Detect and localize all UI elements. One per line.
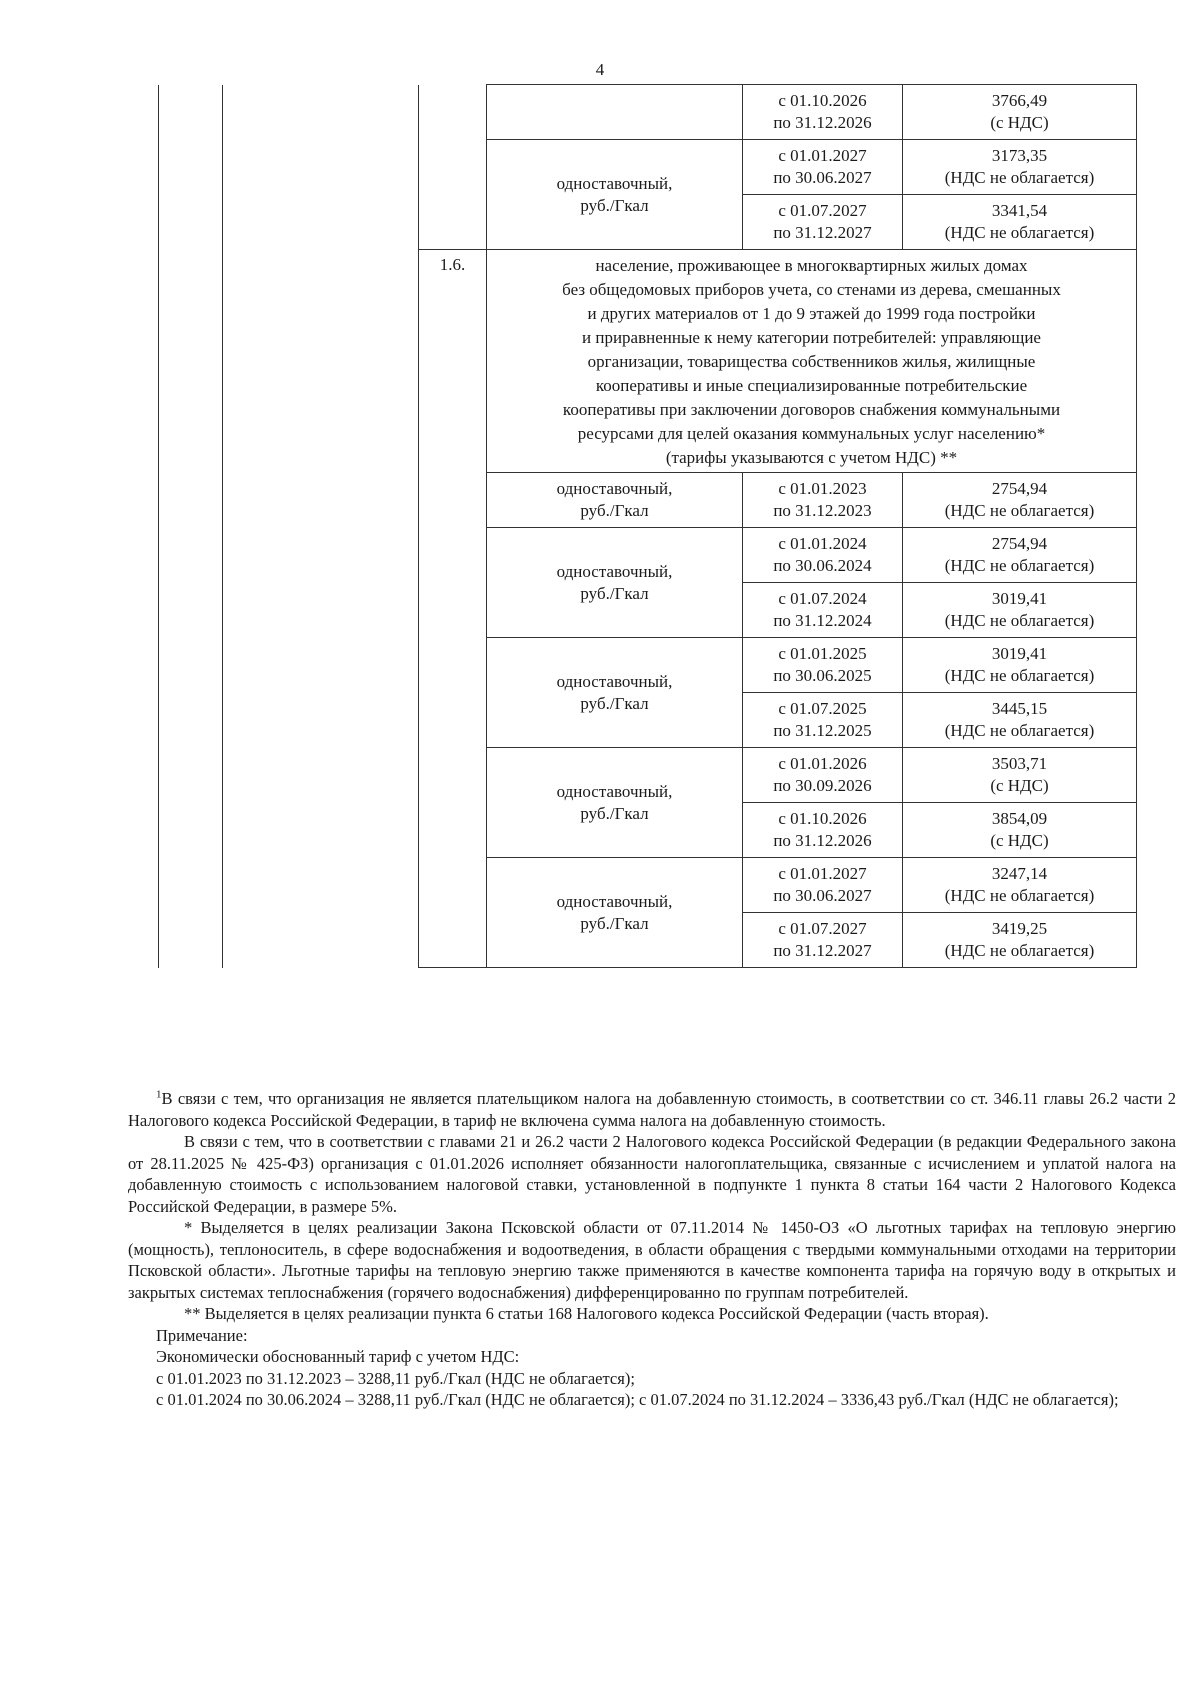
cell-line: руб./Гкал [580, 803, 649, 823]
cell-line: по 31.12.2023 [773, 501, 872, 520]
cell-line: (НДС не облагается) [944, 941, 1095, 960]
cell-line: по 30.06.2025 [773, 666, 872, 685]
type-cell [487, 748, 743, 858]
cell-line: одноставочный, [556, 891, 673, 911]
section-description-cell [487, 250, 1137, 473]
period-cell [743, 858, 903, 913]
cell-line: (НДС не облагается) [944, 666, 1095, 685]
remark-title: Примечание: [156, 1325, 248, 1345]
cell-line: (НДС не облагается) [944, 168, 1095, 187]
cell-line: (НДС не облагается) [944, 223, 1095, 242]
cell-line: организации, товарищества собственников жилья, жилищные [587, 352, 1036, 371]
tariff-value-cell [903, 528, 1137, 583]
footnote-marker: 1 [156, 1088, 162, 1101]
cell-line: с 01.07.2025 [778, 699, 867, 718]
cell-line: с 01.01.2023 [778, 479, 867, 498]
cell-line: население, проживающее в многоквартирных жилых домах [595, 256, 1028, 275]
blank-column-cell [223, 85, 419, 968]
cell-line: (с НДС) [990, 776, 1049, 795]
cell-line: с 01.01.2027 [778, 146, 867, 165]
remark-line: с 01.01.2023 по 31.12.2023 – 3288,11 руб./Гкал (НДС не облагается); [156, 1368, 635, 1388]
cell-line: 3854,09 [991, 809, 1048, 828]
cell-line: с 01.01.2025 [778, 644, 867, 663]
tariff-value-cell [903, 803, 1137, 858]
type-cell [487, 858, 743, 968]
period-cell [743, 583, 903, 638]
cell-line: руб./Гкал [580, 913, 649, 933]
cell-line: 2754,94 [991, 479, 1048, 498]
period-cell [743, 473, 903, 528]
period-cell [743, 140, 903, 195]
cell-line: 2754,94 [991, 534, 1048, 553]
cell-line: с 01.01.2027 [778, 864, 867, 883]
cell-line: с 01.07.2027 [778, 919, 867, 938]
cell-line: (тарифы указываются с учетом НДС) ** [665, 448, 958, 467]
tariff-value-cell [903, 638, 1137, 693]
cell-line: 3766,49 [991, 91, 1048, 110]
cell-line: по 31.12.2024 [773, 611, 872, 630]
cell-line: (НДС не облагается) [944, 501, 1095, 520]
cell-line: и приравненные к нему категории потребителей: управляющие [582, 328, 1041, 347]
cell-line: по 31.12.2027 [773, 223, 872, 242]
tariff-table [158, 84, 1137, 968]
asterisk-note-1: * Выделяется в целях реализации Закона Псковской области от 07.11.2014 № 1450-ОЗ «О льготных тарифах на тепловую энергию (мощность), теплоноситель, в сфере водоснабжения и водоотведения, в области обращения с твердыми коммунальными отходами на территории Псковской области». Льготные тарифы на тепловую энергию также применяются в качестве компонента тарифа на горячую воду в открытых и закрытых системах теплоснабжения (горячего водоснабжения) дифференцированно по группам потребителей. [128, 1218, 1176, 1302]
cell-line: одноставочный, [556, 173, 673, 193]
cell-line: ресурсами для целей оказания коммунальных услуг населению* [577, 424, 1046, 443]
vat-paragraph: В связи с тем, что в соответствии с главами 21 и 26.2 части 2 Налогового кодекса Российской Федерации (в редакции Федерального закона от 28.11.2025 № 425-ФЗ) организация с 01.01.2026 исполняет обязанности налогоплательщика, связанные с исчислением и уплатой налога на добавленную стоимость с использованием налоговой ставки, установленной в подпункте 1 пункта 8 статьи 164 части 2 Налогового Кодекса Российской Федерации, в размере 5%. [128, 1132, 1176, 1216]
type-cell [487, 528, 743, 638]
period-cell [743, 693, 903, 748]
number-column-cell [419, 85, 487, 250]
tariff-value-cell [903, 195, 1137, 250]
cell-line: одноставочный, [556, 561, 673, 581]
remark-line: с 01.01.2024 по 30.06.2024 – 3288,11 руб./Гкал (НДС не облагается); с 01.07.2024 по 31.12.2024 – 3336,43 руб./Гкал (НДС не облагается); [156, 1390, 1119, 1409]
footnote-1-text: В связи с тем, что организация не является плательщиком налога на добавленную стоимость, в соответствии со ст. 346.11 главы 26.2 части 2 Налогового кодекса Российской Федерации, в тариф не включена сумма налога на добавленную стоимость. [128, 1089, 1176, 1130]
tariff-value-cell [903, 858, 1137, 913]
type-cell [487, 638, 743, 748]
cell-line: 3445,15 [991, 699, 1048, 718]
cell-line: (НДС не облагается) [944, 886, 1095, 905]
type-cell [487, 473, 743, 528]
tariff-value-cell [903, 85, 1137, 140]
remark-subtitle: Экономически обоснованный тариф с учетом НДС: [156, 1347, 520, 1366]
cell-line: кооперативы при заключении договоров снабжения коммунальными [562, 400, 1061, 419]
cell-line: одноставочный, [556, 479, 673, 498]
cell-line: одноставочный, [556, 781, 673, 801]
cell-line: с 01.07.2027 [778, 201, 867, 220]
cell-line: 3173,35 [991, 146, 1048, 165]
cell-line: по 31.12.2026 [773, 113, 872, 132]
cell-line: по 30.06.2027 [773, 168, 872, 187]
type-cell [487, 140, 743, 250]
cell-line: с 01.10.2026 [778, 809, 867, 828]
cell-line: с 01.10.2026 [778, 91, 867, 110]
period-cell [743, 85, 903, 140]
footnote-1 [128, 1088, 1176, 1131]
tariff-value-cell [903, 748, 1137, 803]
cell-line: по 30.06.2027 [773, 886, 872, 905]
cell-line: по 31.12.2025 [773, 721, 872, 740]
cell-line: руб./Гкал [580, 693, 649, 713]
cell-line: кооперативы и иные специализированные потребительские [595, 376, 1028, 395]
period-cell [743, 803, 903, 858]
tariff-value-cell [903, 583, 1137, 638]
cell-line: по 31.12.2026 [773, 831, 872, 850]
page-number: 4 [595, 60, 605, 79]
tariff-value-cell [903, 473, 1137, 528]
cell-line: (НДС не облагается) [944, 556, 1095, 575]
tariff-value-cell [903, 913, 1137, 968]
cell-line: с 01.01.2024 [778, 534, 867, 553]
type-cell [487, 85, 743, 140]
cell-line: (с НДС) [990, 113, 1049, 132]
cell-line: руб./Гкал [580, 195, 649, 215]
tariff-value-cell [903, 693, 1137, 748]
cell-line: без общедомовых приборов учета, со стенами из дерева, смешанных [562, 280, 1061, 299]
cell-line: 3019,41 [991, 644, 1048, 663]
period-cell [743, 748, 903, 803]
cell-line: 3247,14 [991, 864, 1048, 883]
cell-line: 3341,54 [991, 201, 1048, 220]
tariff-value-cell [903, 140, 1137, 195]
cell-line: по 30.09.2026 [773, 776, 872, 795]
cell-line: (НДС не облагается) [944, 611, 1095, 630]
cell-line: с 01.01.2026 [778, 754, 867, 773]
cell-line: руб./Гкал [580, 501, 649, 520]
cell-line: 3019,41 [991, 589, 1048, 608]
period-cell [743, 528, 903, 583]
cell-line: одноставочный, [556, 671, 673, 691]
table-row [159, 85, 1137, 140]
cell-line: (с НДС) [990, 831, 1049, 850]
cell-line: 3503,71 [991, 754, 1048, 773]
cell-line: (НДС не облагается) [944, 721, 1095, 740]
cell-line: с 01.07.2024 [778, 589, 867, 608]
cell-line: руб./Гкал [580, 583, 649, 603]
period-cell [743, 913, 903, 968]
cell-line: по 31.12.2027 [773, 941, 872, 960]
section-number-cell: 1.6. [419, 250, 487, 968]
notes-section [128, 1088, 1176, 1411]
blank-column-cell [159, 85, 223, 968]
asterisk-note-2: ** Выделяется в целях реализации пункта 6 статьи 168 Налогового кодекса Российской Федерации (часть вторая). [184, 1304, 989, 1323]
period-cell [743, 195, 903, 250]
cell-line: и других материалов от 1 до 9 этажей до 1999 года постройки [587, 304, 1036, 323]
cell-line: 3419,25 [991, 919, 1048, 938]
cell-line: по 30.06.2024 [773, 556, 872, 575]
period-cell [743, 638, 903, 693]
